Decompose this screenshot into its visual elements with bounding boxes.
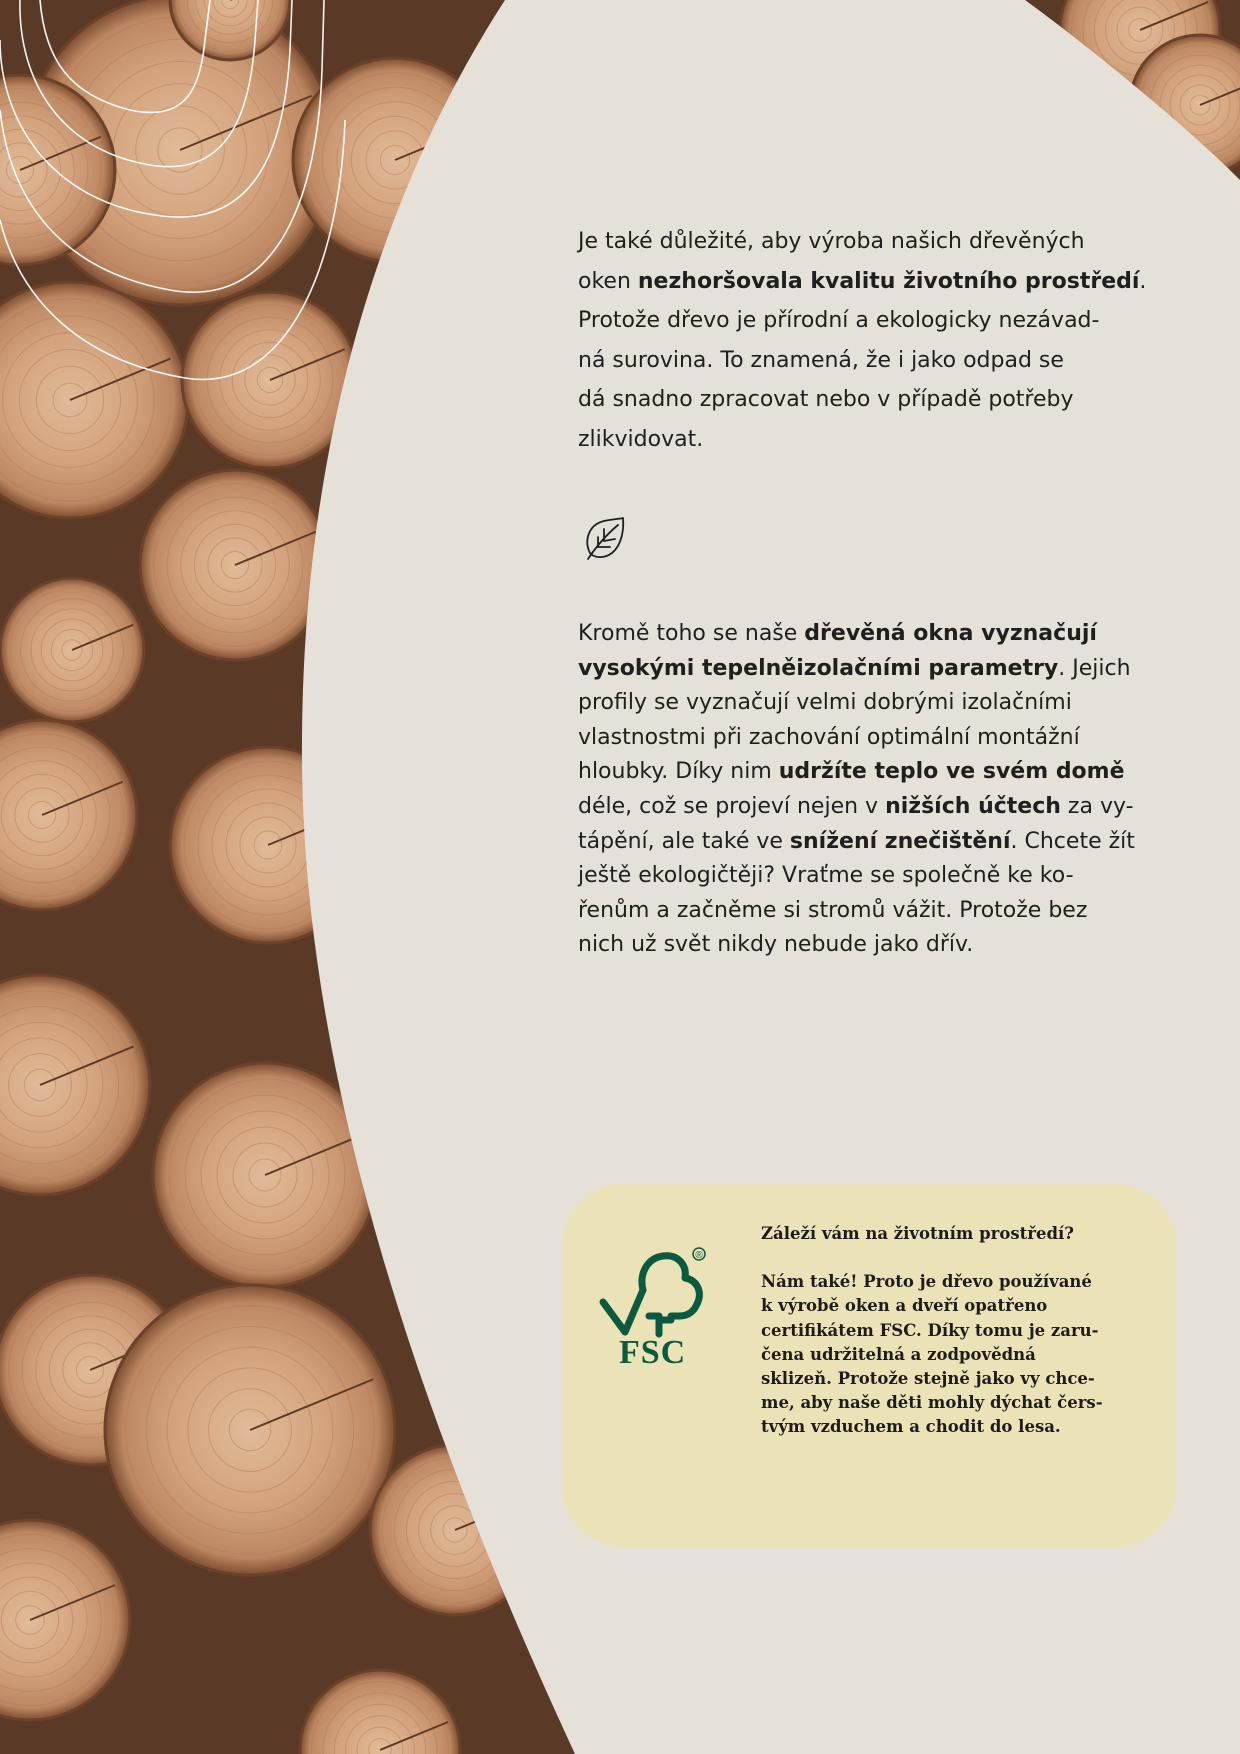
paragraph-line <box>578 825 1138 860</box>
fsc-body-line: Nám také! Proto je dřevo používané <box>761 1272 1092 1292</box>
text-run: . <box>1139 268 1147 294</box>
text-run: tápění, ale také ve <box>578 828 790 854</box>
paragraph-line <box>578 341 1138 381</box>
fsc-body-line: čena udržitelná a zodpovědná <box>761 1344 1036 1364</box>
fsc-info-box <box>563 1184 1176 1547</box>
bold-text: nezhoršovala kvalitu životního prostředí <box>637 268 1140 294</box>
bold-text: vysokými tepelněizolačními parametry <box>578 655 1059 681</box>
bold-text: snížení znečištění <box>789 828 1011 854</box>
leaf-icon <box>582 515 626 563</box>
paragraph-line <box>578 859 1138 894</box>
paragraph-line <box>578 755 1138 790</box>
paragraph-line <box>578 894 1138 929</box>
text-run: zlikvidovat. <box>578 426 704 452</box>
paragraph-line <box>578 686 1138 721</box>
paragraph-line <box>578 652 1138 687</box>
text-run: . Jejich <box>1058 655 1131 681</box>
text-run: profily se vyznačují velmi dobrými izolačními <box>578 690 1072 716</box>
text-run: hloubky. Díky nim <box>578 759 779 785</box>
text-run: za vy- <box>1060 793 1134 819</box>
paragraph-line <box>578 420 1138 460</box>
paragraph-line <box>578 617 1138 652</box>
fsc-body-line: k výrobě oken a dveří opatřeno <box>761 1296 1048 1316</box>
paragraph-environment <box>578 222 1147 459</box>
fsc-body-line: me, aby naše děti mohly dýchat čers- <box>761 1393 1103 1413</box>
paragraph-line <box>578 262 1147 302</box>
fsc-tree-check-logo <box>599 1246 709 1368</box>
text-run: . Chcete žít <box>1010 828 1135 854</box>
fsc-body-line: certifikátem FSC. Díky tomu je zaru- <box>761 1320 1099 1340</box>
paragraph-line <box>578 928 1138 963</box>
text-run: vlastnostmi při zachování optimální montážní <box>578 724 1080 750</box>
registered-mark: ® <box>695 1250 703 1261</box>
text-run: oken <box>578 268 638 294</box>
text-run: dá snadno zpracovat nebo v případě potřeby <box>578 387 1074 412</box>
text-run: Protože dřevo je přírodní a ekologicky nezávad- <box>578 308 1100 333</box>
paragraph-thermal-insulation <box>578 617 1138 963</box>
fsc-logo-text: FSC <box>619 1334 687 1368</box>
text-run: déle, což se projeví nejen v <box>578 793 886 819</box>
paragraph-line <box>578 721 1138 756</box>
fsc-body-line: tvým vzduchem a chodit do lesa. <box>761 1417 1061 1437</box>
fsc-heading: Záleží vám na životním prostředí? <box>761 1224 1074 1243</box>
text-run: nich už svět nikdy nebude jako dřív. <box>578 932 974 958</box>
text-run: Je také důležité, aby výroba našich dřevěných <box>578 229 1085 254</box>
paragraph-line <box>578 222 1138 262</box>
paragraph-line <box>578 380 1138 420</box>
bold-text: dřevěná okna vyznačují <box>804 621 1097 646</box>
paragraph-line <box>578 301 1138 341</box>
bold-text: udržíte teplo ve svém domě <box>778 759 1125 785</box>
text-run: řenům a začněme si stromů vážit. Protože bez <box>578 897 1088 923</box>
bold-text: nižších účtech <box>885 793 1061 819</box>
fsc-text-block <box>761 1222 1141 1440</box>
text-run: ná surovina. To znamená, že i jako odpad se <box>578 347 1064 373</box>
text-run: Kromě toho se naše <box>578 621 805 646</box>
text-run: ještě ekologičtěji? Vraťme se společně ke ko- <box>578 863 1074 889</box>
fsc-body-line: sklizeň. Protože stejně jako vy chce- <box>761 1369 1095 1389</box>
fsc-body <box>761 1270 1141 1439</box>
paragraph-line <box>578 790 1138 825</box>
